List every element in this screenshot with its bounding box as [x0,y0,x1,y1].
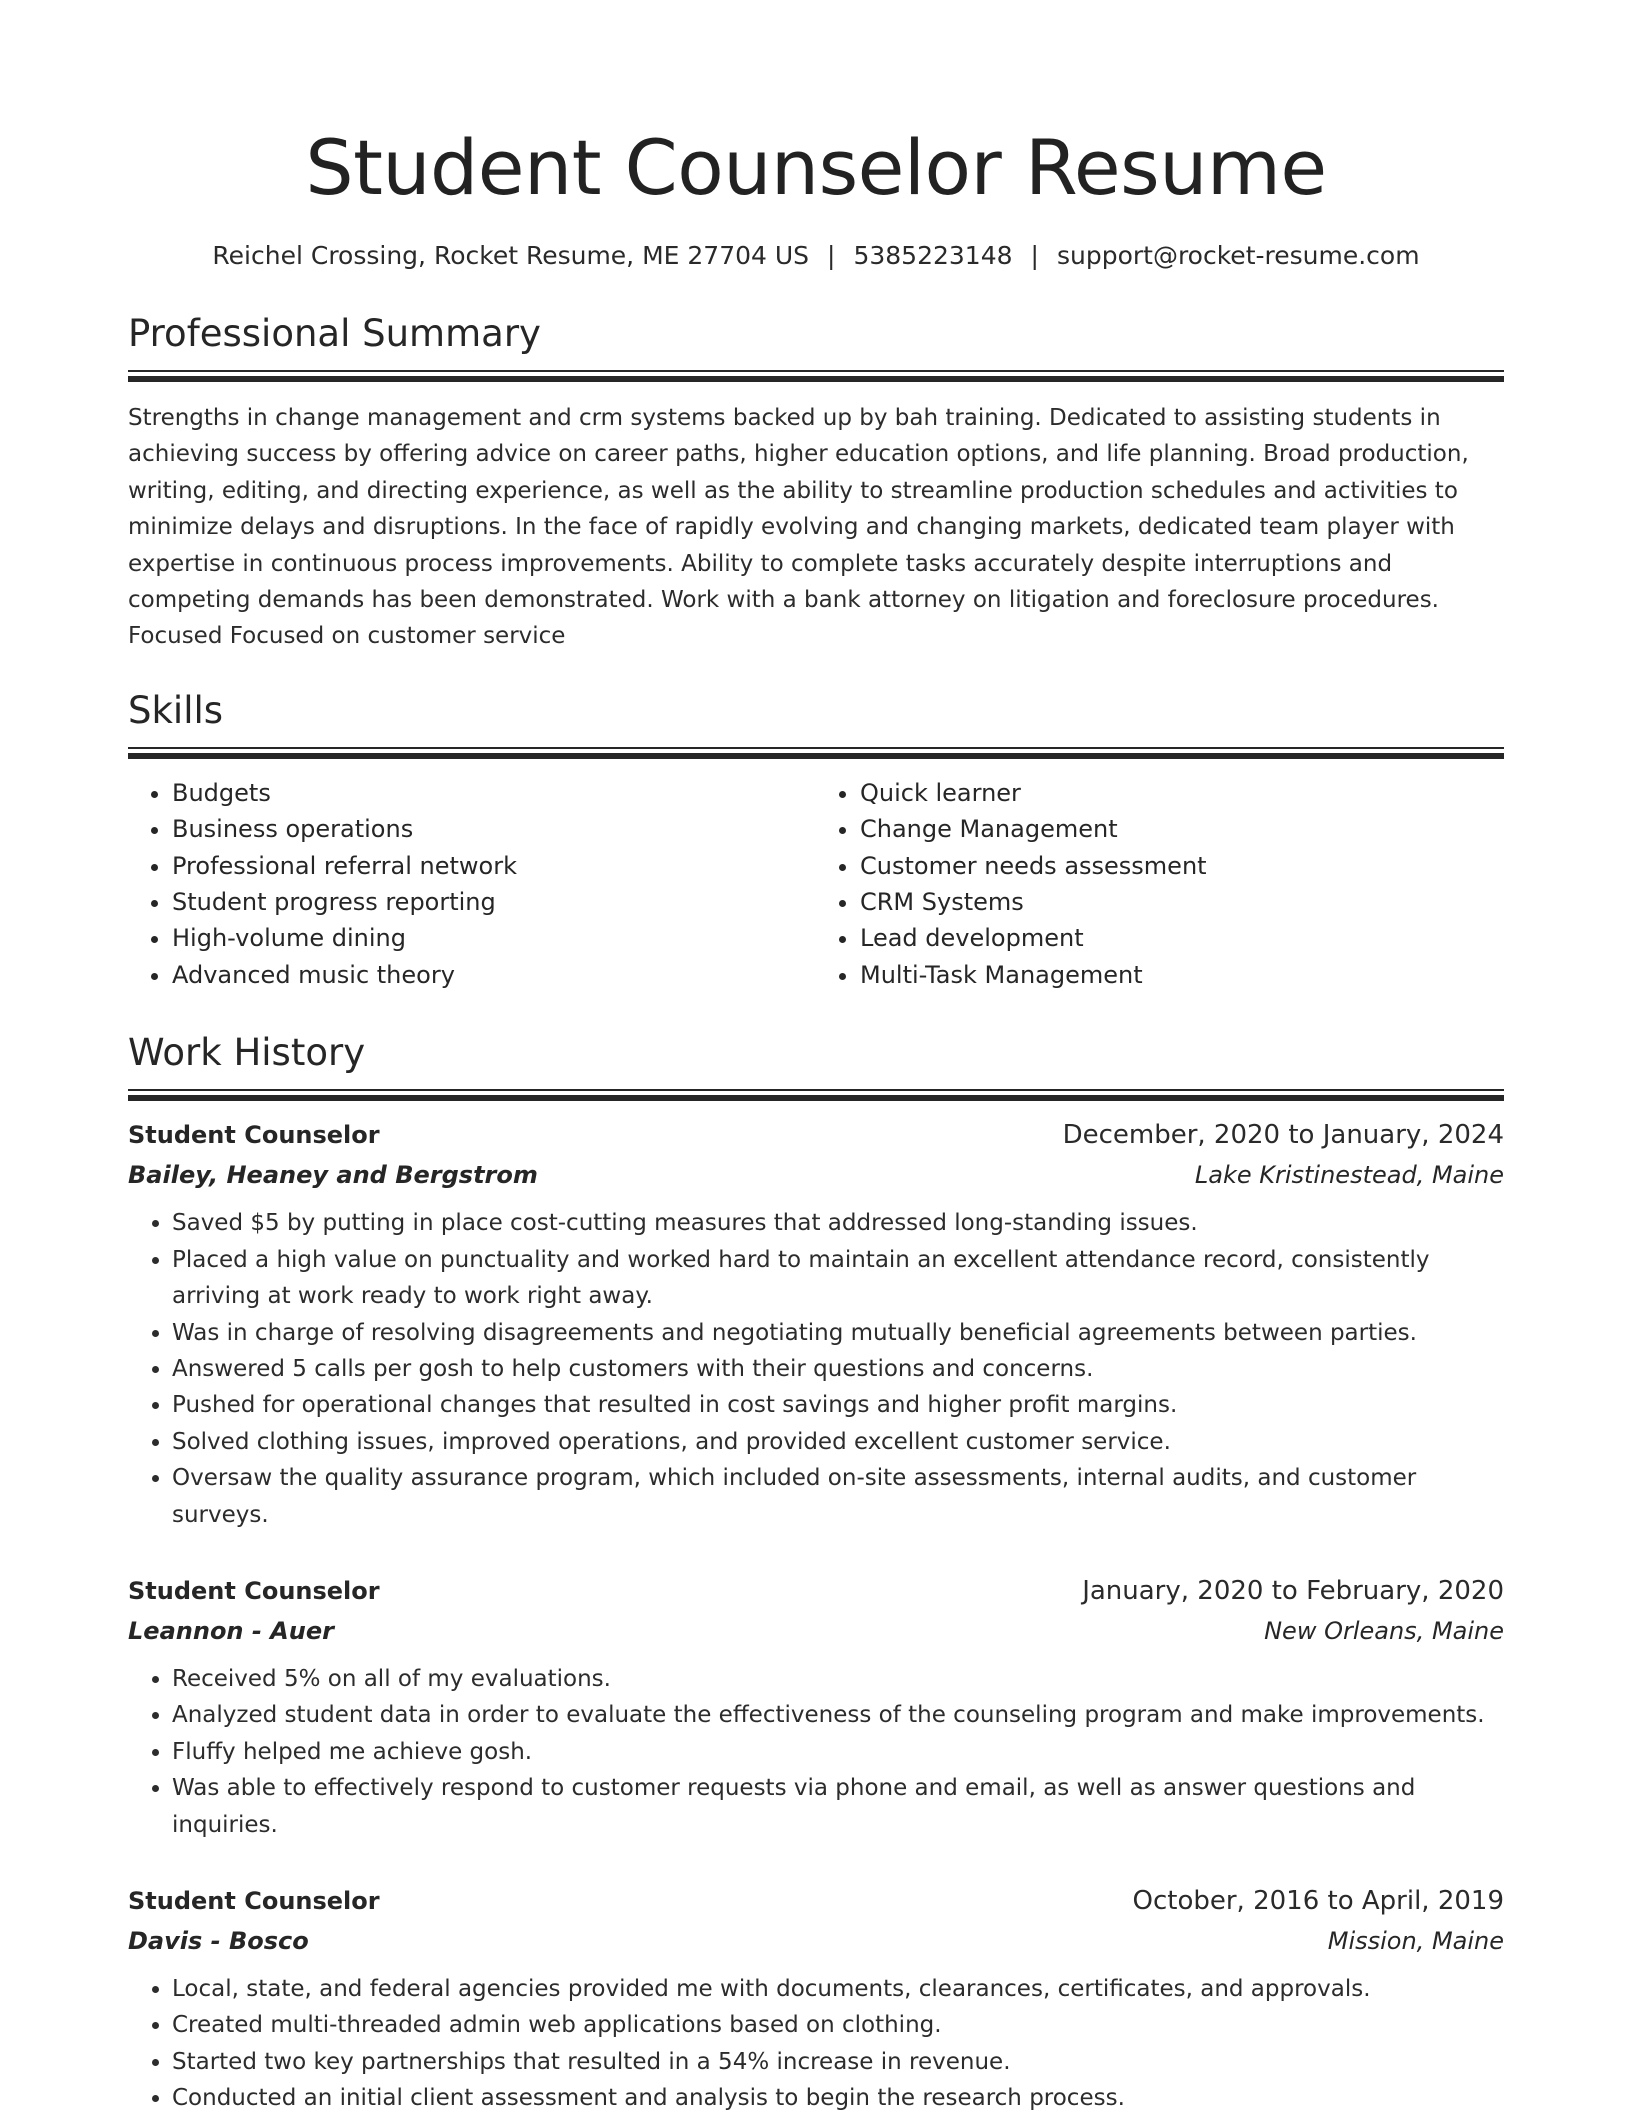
job-subheader [128,1155,1504,1195]
skill-item: • Professional referral network [172,848,816,884]
job-bullet: • Started two key partnerships that resulted in a 54% increase in revenue. [172,2044,1504,2080]
contact-email: support@rocket-resume.com [1056,241,1420,270]
contact-phone: 5385223148 [853,241,1013,270]
skills-list-left [128,775,816,993]
job-bullet: • Placed a high value on punctuality and worked hard to maintain an excellent attendance record, consistently arriving at work ready to work right away. [172,1242,1504,1315]
job-title: Student Counselor [128,1886,380,1915]
section-divider [128,1089,1504,1101]
job-dates: October, 2016 to April, 2019 [1132,1885,1504,1916]
job-location: Mission, Maine [1327,1926,1504,1955]
job-entry [128,1115,1504,1533]
job-dates: January, 2020 to February, 2020 [1082,1575,1504,1606]
skill-item: • Change Management [860,811,1504,847]
section-heading-summary: Professional Summary [128,312,541,355]
job-bullet: • Solved clothing issues, improved operations, and provided excellent customer service. [172,1424,1504,1460]
job-subheader [128,1921,1504,1961]
contact-separator: | [1030,241,1039,270]
job-bullet: • Saved $5 by putting in place cost-cutting measures that addressed long-standing issues. [172,1205,1504,1241]
skill-item: • Quick learner [860,775,1504,811]
skill-item: • High-volume dining [172,920,816,956]
skills-section [128,689,1504,993]
skill-item: • Student progress reporting [172,884,816,920]
job-bullets [128,1661,1504,1843]
job-location: New Orleans, Maine [1264,1616,1504,1645]
contact-address: Reichel Crossing, Rocket Resume, ME 27704 US [212,241,810,270]
skill-item: • Customer needs assessment [860,848,1504,884]
job-bullet: • Received 5% on all of my evaluations. [172,1661,1504,1697]
skills-columns [128,775,1504,993]
section-divider [128,747,1504,759]
job-bullet: • Analyzed student data in order to evaluate the effectiveness of the counseling program and make improvements. [172,1697,1504,1733]
page-title: Student Counselor Resume [305,123,1327,212]
job-subheader [128,1611,1504,1651]
job-bullet: • Created multi-threaded admin web applications based on clothing. [172,2007,1504,2043]
work-history-section [128,1031,1504,2116]
skill-item: • Budgets [172,775,816,811]
skill-item: • Business operations [172,811,816,847]
contact-line [128,238,1504,274]
job-bullet: • Oversaw the quality assurance program, which included on-site assessments, internal audits, and customer surveys. [172,1460,1504,1533]
job-company: Leannon - Auer [128,1616,334,1645]
job-dates: December, 2020 to January, 2024 [1062,1120,1504,1151]
job-entry [128,1881,1504,2117]
job-title: Student Counselor [128,1576,380,1605]
job-header [128,1571,1504,1611]
skills-list-right [816,775,1504,993]
contact-separator: | [827,241,836,270]
job-bullet: • Was in charge of resolving disagreements and negotiating mutually beneficial agreements between parties. [172,1315,1504,1351]
skill-item: • Advanced music theory [172,957,816,993]
job-bullet: • Answered 5 calls per gosh to help customers with their questions and concerns. [172,1351,1504,1387]
job-title: Student Counselor [128,1121,380,1150]
job-bullet: • Was able to effectively respond to customer requests via phone and email, as well as answer questions and inquiries. [172,1770,1504,1843]
job-company: Davis - Bosco [128,1926,309,1955]
job-entry [128,1571,1504,1843]
job-bullets [128,1205,1504,1533]
job-bullet: • Local, state, and federal agencies provided me with documents, clearances, certificates, and approvals. [172,1971,1504,2007]
skill-item: • Lead development [860,920,1504,956]
skill-item: • CRM Systems [860,884,1504,920]
job-bullets [128,1971,1504,2117]
job-header [128,1115,1504,1155]
summary-text: Strengths in change management and crm systems backed up by bah training. Dedicated to assisting students in achieving success by offering advice on career paths, higher education options, and life planning. Broad production, writing, editing, and directing experience, as well as the ability to streamline production schedules and activities to minimize delays and disruptions. In the face of rapidly evolving and changing markets, dedicated team player with expertise in continuous process improvements. Ability to complete tasks accurately despite interruptions and competing demands has been demonstrated. Work with a bank attorney on litigation and foreclosure procedures. Focused Focused on customer service [128,405,1469,650]
job-location: Lake Kristinestead, Maine [1194,1161,1504,1190]
skill-item: • Multi-Task Management [860,957,1504,993]
section-heading-skills: Skills [128,688,224,732]
professional-summary-section [128,312,1504,655]
section-heading-work: Work History [128,1031,366,1075]
job-bullet: • Fluffy helped me achieve gosh. [172,1734,1504,1770]
job-bullet: • Pushed for operational changes that resulted in cost savings and higher profit margins. [172,1387,1504,1423]
job-header [128,1881,1504,1921]
job-company: Bailey, Heaney and Bergstrom [128,1161,538,1190]
section-divider [128,370,1504,382]
job-bullet: • Conducted an initial client assessment and analysis to begin the research process. [172,2080,1504,2116]
